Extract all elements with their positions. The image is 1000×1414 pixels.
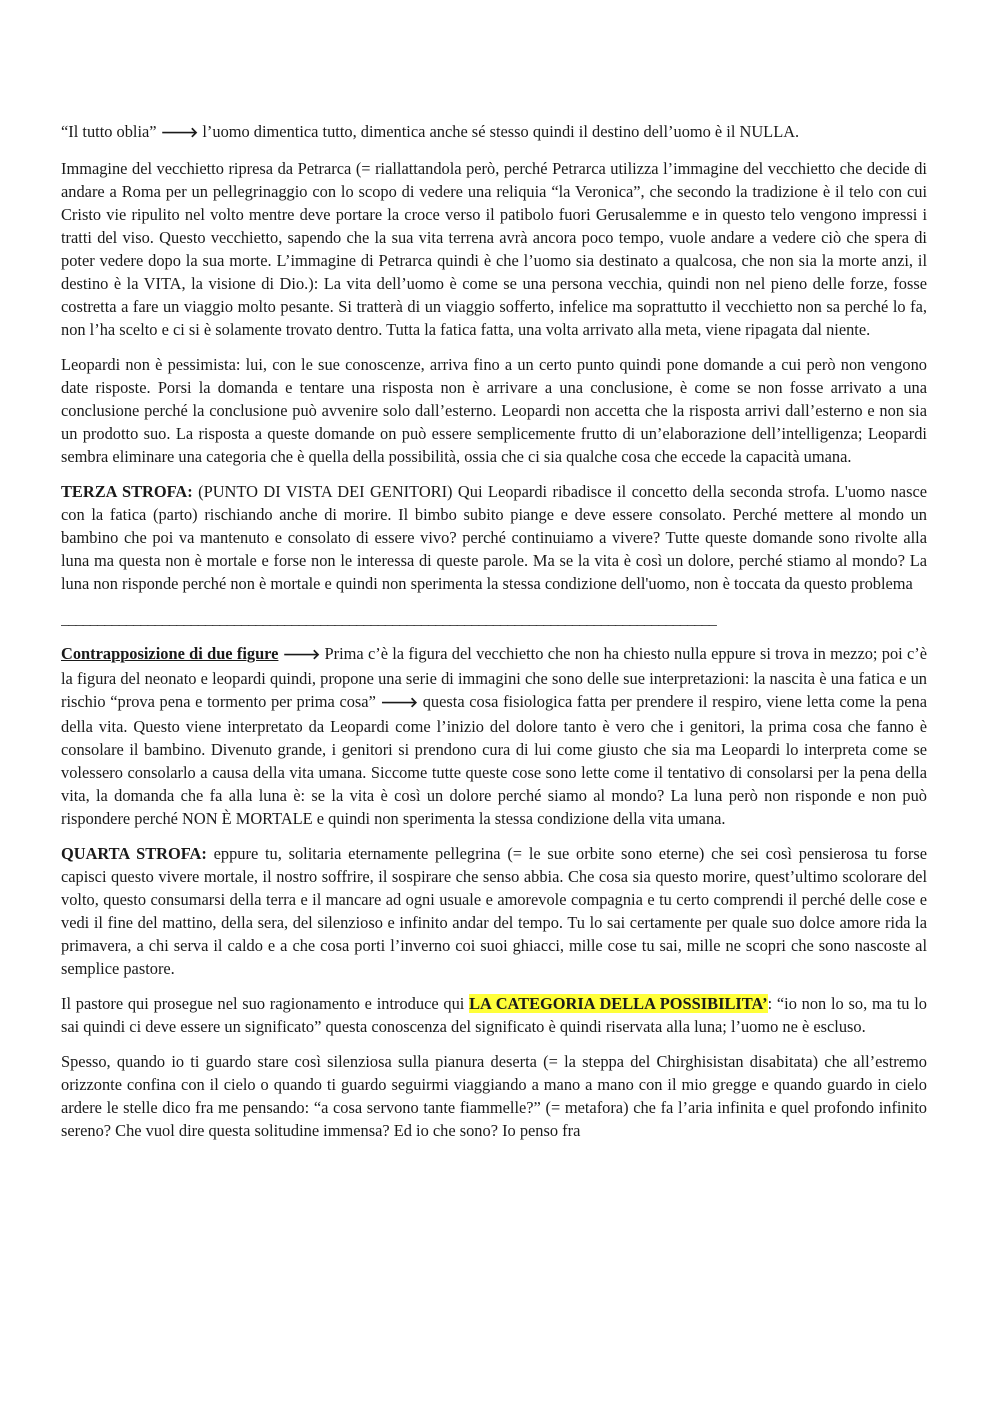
quote-text: “Il tutto oblia” (61, 122, 157, 141)
paragraph-text: : “io non lo so, ma tu lo sai quindi ci deve essere un significato” questa conoscenza del significato è quindi riservata alla luna; l’uomo ne è escluso. (61, 994, 927, 1036)
paragraph-text: eppure tu, solitaria eternamente pellegrina (= le sue orbite sono eterne) che sei così pensierosa tu forse capisci questo vivere mortale, il nostro soffrire, il sospirare che senso abbia. Che cosa sia questo morire, quest’ultimo scolorare del volto, questo consumarsi della terra e il mancare ad ogni usuale e amorevole compagnia e tu certo comprendi il perché delle cose e vedi il fine del mattino, della sera, del silenzioso e infinito andar del tempo. Tu lo sai certamente per quale suo dolce amore rida la primavera, a chi serva il caldo e a che cosa porti l’inverno coi suoi ghiacci, mille cose tu sai, mille ne scopri che sono nascoste al semplice pastore. (61, 844, 927, 978)
paragraph-il-tutto-oblia (61, 120, 927, 145)
paragraph-text: l’uomo dimentica tutto, dimentica anche sé stesso quindi il destino dell’uomo è il NULLA. (202, 122, 800, 141)
paragraph-text: (PUNTO DI VISTA DEI GENITORI) Qui Leopardi ribadisce il concetto della seconda strofa. L'uomo nasce con la fatica (parto) rischiando anche di morire. Il bimbo subito piange e deve essere consolato. Perché mettere al mondo un bambino che poi va mantenuto e consolato di essere vivo? perché continuiamo a vivere? Tutte queste domande sono rivolte alla luna ma questa non è mortale e forse non le interessa di queste parole. Ma se la vita è così un dolore, perché stiamo al mondo? La luna non risponde perché non è mortale e quindi non sperimenta la stessa condizione dell'uomo, non è toccata da questo problema (61, 482, 928, 593)
highlighted-text: LA CATEGORIA DELLA POSSIBILITA’ (469, 994, 768, 1013)
paragraph-text: questa cosa fisiologica fatta per prendere il respiro, viene letta come la pena della vita. Questo viene interpretato da Leopardi come l’inizio del dolore tanto è vero che i genitori, la prima cosa che fanno è consolare il bambino. Divenuto grande, i genitori si prendono cura di lui come giusto che sia ma Leopardi lo interpreta come se volessero consolarlo a causa della vita umana. Siccome tutte queste cose sono lette come il tentativo di consolarsi per la pena della vita, la domanda che fa alla luna è: se la vita è così un dolore perché siamo al mondo? La luna però non risponde e non può rispondere perché NON È MORTALE e quindi non sperimenta la stessa condizione della vita umana. (61, 692, 928, 828)
section-heading: Contrapposizione di due figure (61, 644, 279, 663)
separator-line: ___________________________________________________________________________________________ (61, 609, 716, 628)
paragraph-terza-strofa (61, 480, 927, 595)
arrow-right-icon: 🡒 (380, 695, 419, 711)
paragraph-vecchietto: Immagine del vecchietto ripresa da Petrarca (= riallattandola però, perché Petrarca utilizza l’immagine del vecchietto che decide di andare a Roma per un pellegrinaggio con lo scopo di vedere una reliquia “la Veronica”, che secondo la tradizione è il telo con cui Cristo vie ripulito nel volto mentre deve portare la croce verso il patibolo fuori Gerusalemme e in questo telo vengono impressi i tratti del viso. Questo vecchietto, sapendo che la sua vita terrena avrà ancora poco tempo, vuole andare a vedere ciò che spera di poter vedere dopo la sua morte. L’immagine di Petrarca quindi è che l’uomo sia destinato a qualcosa, che non sia la morte anzi, il destino è la VITA, la visione di Dio.): La vita dell’uomo è come se una persona vecchia, quindi non nel pieno delle forze, fosse costretta a fare un viaggio molto pesante. Si tratterà di un viaggio sofferto, infelice ma soprattutto il vecchietto non sa perché lo fa, non l’ha scelto e ci si è solamente trovato dentro. Tutta la fatica fatta, una volta arrivato alla meta, viene ripagata dal niente. (61, 159, 927, 339)
paragraph-text: Prima c’è la figura del vecchietto che non ha chiesto nulla eppure si trova in mezzo; poi c’è la figura del neonato e leopardi quindi, propone una serie di immagini che sono delle sue interpretazioni: la nascita è una fatica e un rischio “prova pena e tormento per prima cosa” (61, 644, 927, 711)
paragraph-contrapposizione (61, 642, 927, 830)
paragraph-categoria-possibilita (61, 992, 927, 1038)
paragraph-leopardi-pessimista: Leopardi non è pessimista: lui, con le sue conoscenze, arriva fino a un certo punto quindi pone domande a cui però non vengono date risposte. Porsi la domanda e tentare una risposta non è arrivare a una conclusione, è come se non fosse arrivato a una conclusione perché la conclusione può avvenire solo dall’esterno. Leopardi non accetta che la risposta arrivi dall’esterno e non sia un prodotto suo. La risposta a queste domande on può essere semplicemente frutto di un’elaborazione dell’intelligenza; Leopardi sembra eliminare una categoria che è quella della possibilità, ossia che ci sia qualche cosa che eccede la capacità umana. (61, 355, 927, 466)
paragraph-spesso: Spesso, quando io ti guardo stare così silenziosa sulla pianura deserta (= la steppa del Chirghisistan disabitata) che all’estremo orizzonte confina con il cielo o quando ti guardo seguirmi viaggiando a mano a mano con il mio gregge e quando guardo in cielo ardere le stelle dico fra me pensando: “a cosa servono tante fiammelle?” (= metafora) che fa l’aria infinita e quel profondo infinito sereno? Che vuol dire questa solitudine immensa? Ed io che sono? Io penso fra (61, 1052, 927, 1140)
section-heading: QUARTA STROFA: (61, 844, 207, 863)
section-heading: TERZA STROFA: (61, 482, 193, 501)
paragraph-quarta-strofa (61, 842, 927, 980)
paragraph-text: Il pastore qui prosegue nel suo ragionamento e introduce qui (61, 994, 470, 1013)
arrow-right-icon: 🡒 (160, 125, 199, 141)
arrow-right-icon: 🡒 (282, 647, 321, 663)
